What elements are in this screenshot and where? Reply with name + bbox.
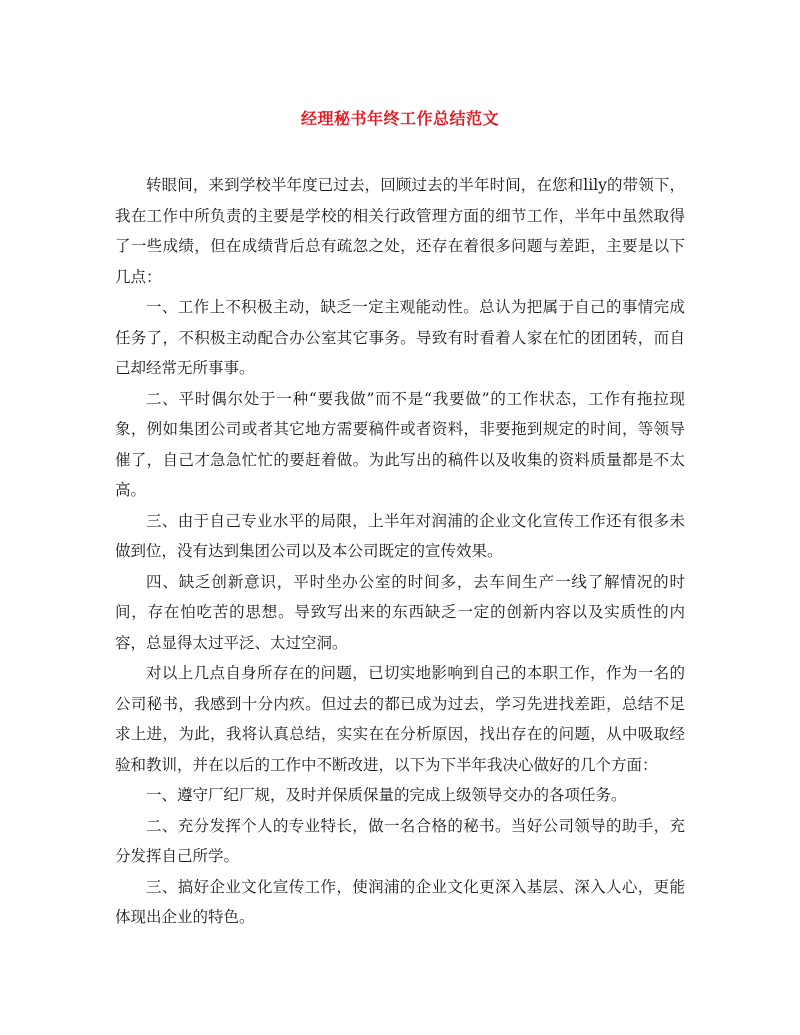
paragraph-problem-3: 三、由于自己专业水平的局限，上半年对润浦的企业文化宣传工作还有很多未做到位，没有达到集团公司以及本公司既定的宣传效果。 bbox=[115, 511, 685, 560]
paragraph-intro: 转眼间，来到学校半年度已过去，回顾过去的半年时间，在您和lily的带领下，我在工作中所负责的主要是学校的相关行政管理方面的细节工作，半年中虽然取得了一些成绩，但在成绩背后总有疏忽之处，还存在着很多问题与差距，主要是以下几点： bbox=[115, 176, 685, 286]
paragraph-plan-3: 三、搞好企业文化宣传工作，使润浦的企业文化更深入基层、深入人心，更能体现出企业的特色。 bbox=[115, 877, 685, 926]
document-body bbox=[115, 170, 685, 933]
paragraph-problem-2: 二、平时偶尔处于一种“要我做”而不是“我要做”的工作状态，工作有拖拉现象，例如集团公司或者其它地方需要稿件或者资料，非要拖到规定的时间，等领导催了，自己才急急忙忙的要赶着做。为此写出的稿件以及收集的资料质量都是不太高。 bbox=[115, 389, 685, 499]
document-title: 经理秘书年终工作总结范文 bbox=[300, 109, 499, 128]
paragraph-reflection: 对以上几点自身所存在的问题，已切实地影响到自己的本职工作，作为一名的公司秘书，我感到十分内疚。但过去的都已成为过去，学习先进找差距，总结不足求上进，为此，我将认真总结，实实在在分析原因，找出存在的问题，从中吸取经验和教训，并在以后的工作中不断改进，以下为下半年我决心做好的几个方面： bbox=[115, 664, 685, 774]
paragraph-plan-1: 一、遵守厂纪厂规，及时并保质保量的完成上级领导交办的各项任务。 bbox=[146, 786, 627, 804]
paragraph-problem-1: 一、工作上不积极主动，缺乏一定主观能动性。总认为把属于自己的事情完成任务了，不积极主动配合办公室其它事务。导致有时看着人家在忙的团团转，而自己却经常无所事事。 bbox=[115, 298, 685, 377]
paragraph-plan-2: 二、充分发挥个人的专业特长，做一名合格的秘书。当好公司领导的助手，充分发挥自己所学。 bbox=[115, 816, 685, 865]
paragraph-problem-4: 四、缺乏创新意识，平时坐办公室的时间多，去车间生产一线了解情况的时间，存在怕吃苦的思想。导致写出来的东西缺乏一定的创新内容以及实质性的内容，总显得太过平泛、太过空洞。 bbox=[115, 572, 685, 652]
